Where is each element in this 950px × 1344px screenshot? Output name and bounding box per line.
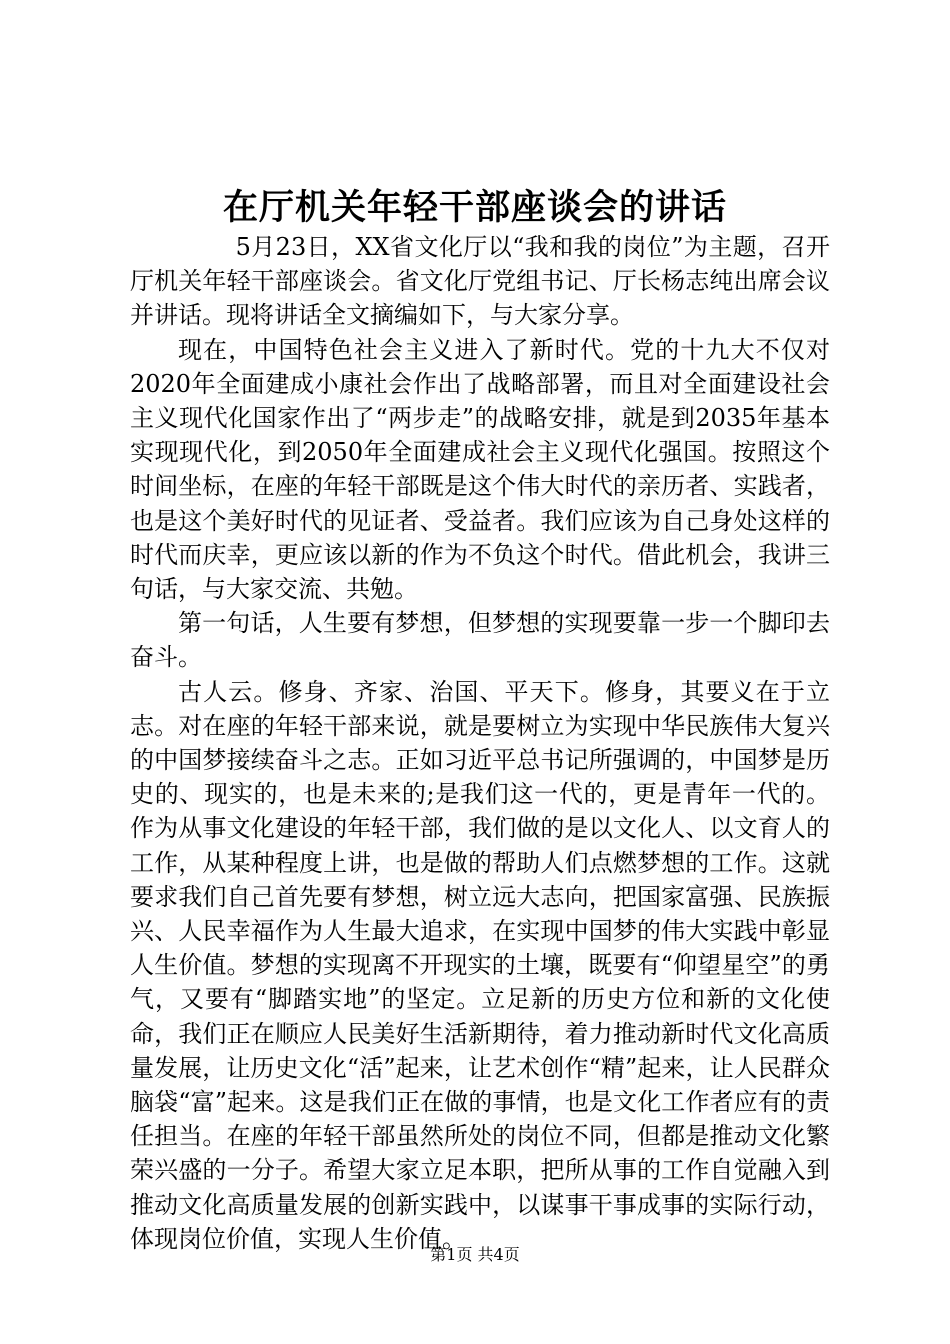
document-body	[130, 230, 830, 1256]
page-footer: 第1页 共4页	[430, 1245, 520, 1264]
document-title: 在厅机关年轻干部座谈会的讲话	[222, 187, 727, 228]
paragraph-ancient-saying: 古人云。修身、齐家、治国、平天下。修身，其要义在于立志。对在座的年轻干部来说，就是要树立为实现中华民族伟大复兴的中国梦接续奋斗之志。正如习近平总书记所强调的，中国梦是历史的、现实的，也是未来的;是我们这一代的，更是青年一代的。作为从事文化建设的年轻干部，我们做的是以文化人、以文育人的工作，从某种程度上讲，也是做的帮助人们点燃梦想的工作。这就要求我们自己首先要有梦想，树立远大志向，把国家富强、民族振兴、人民幸福作为人生最大追求，在实现中国梦的伟大实践中彰显人生价值。梦想的实现离不开现实的土壤，既要有“仰望星空”的勇气，又要有“脚踏实地”的坚定。立足新的历史方位和新的文化使命，我们正在顺应人民美好生活新期待，着力推动新时代文化高质量发展，让历史文化“活”起来，让艺术创作“精”起来，让人民群众脑袋“富”起来。这是我们正在做的事情，也是文化工作者应有的责任担当。在座的年轻干部虽然所处的岗位不同，但都是推动文化繁荣兴盛的一分子。希望大家立足本职，把所从事的工作自觉融入到推动文化高质量发展的创新实践中，以谋事干事成事的实际行动，体现岗位价值，实现人生价值。	[130, 677, 830, 1253]
paragraph-new-era: 现在，中国特色社会主义进入了新时代。党的十九大不仅对2020年全面建成小康社会作出了战略部署，而且对全面建设社会主义现代化国家作出了“两步走”的战略安排，就是到2035年基本实现现代化，到2050年全面建成社会主义现代化强国。按照这个时间坐标，在座的年轻干部既是这个伟大时代的亲历者、实践者，也是这个美好时代的见证者、受益者。我们应该为自己身处这样的时代而庆幸，更应该以新的作为不负这个时代。借此机会，我讲三句话，与大家交流、共勉。	[130, 335, 830, 604]
paragraph-intro: 5月23日，XX省文化厅以“我和我的岗位”为主题，召开厅机关年轻干部座谈会。省文化厅党组书记、厅长杨志纯出席会议并讲话。现将讲话全文摘编如下，与大家分享。	[130, 233, 830, 330]
paragraph-first-point: 第一句话，人生要有梦想，但梦想的实现要靠一步一个脚印去奋斗。	[130, 609, 830, 672]
